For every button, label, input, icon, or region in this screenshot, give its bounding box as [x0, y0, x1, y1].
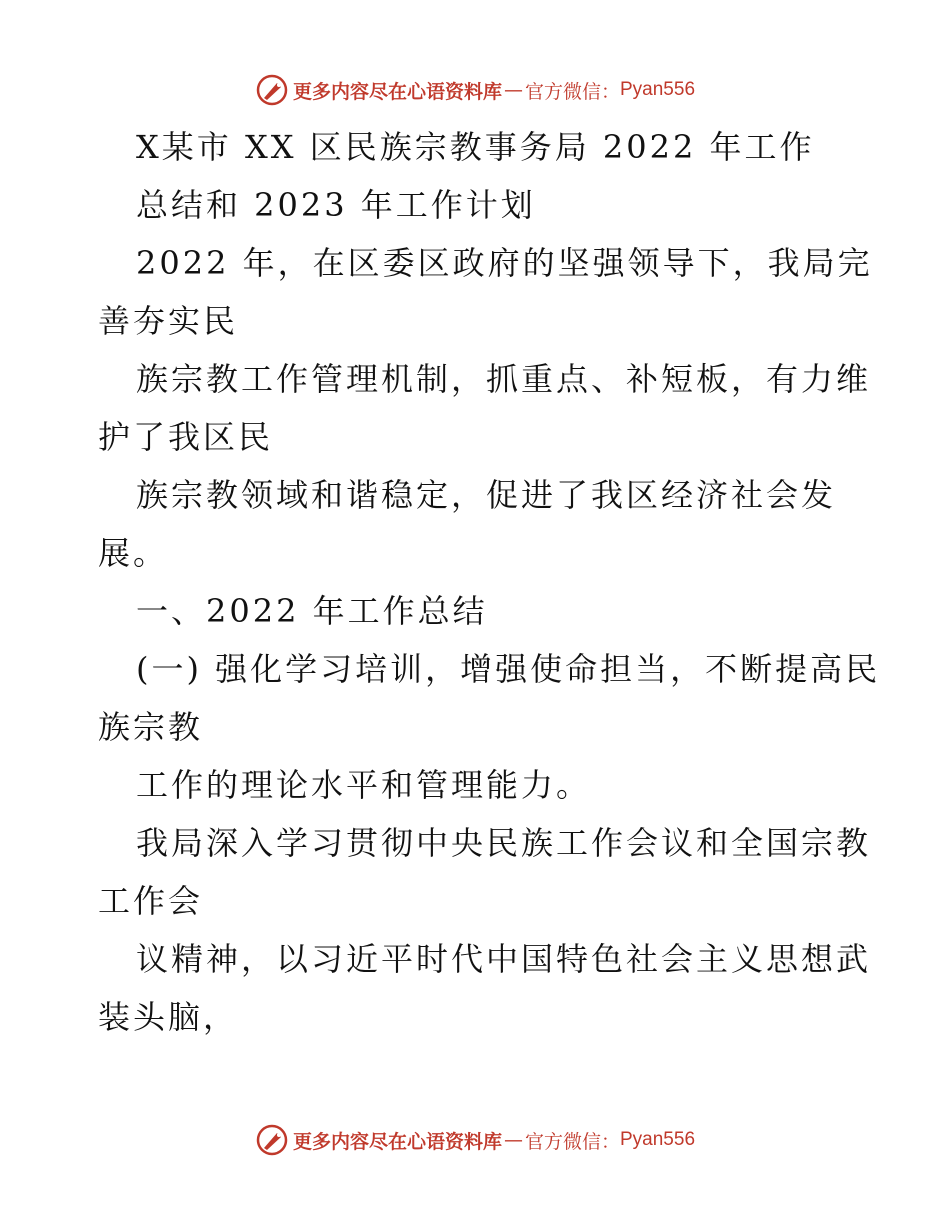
paragraph-line: 护了我区民 — [98, 418, 274, 456]
banner-separator: — — [503, 1129, 523, 1151]
banner-wechat-label: 官方微信： — [524, 80, 620, 103]
doc-title-line-2: 总结和 2023 年工作计划 — [136, 186, 536, 224]
paragraph-line: 装头脑， — [98, 998, 239, 1036]
banner-separator: — — [503, 79, 523, 101]
banner-wechat-id: Pyan556 — [620, 79, 696, 100]
pen-nib-icon — [255, 73, 289, 107]
paragraph-line: 我局深入学习贯彻中央民族工作会议和全国宗教 — [136, 824, 872, 862]
paragraph-line: 展。 — [98, 534, 169, 572]
subsection-heading-line: (一) 强化学习培训，增强使命担当，不断提高民 — [136, 650, 881, 688]
paragraph-line: 善夯实民 — [98, 302, 239, 340]
paragraph-line: 族宗教领域和谐稳定，促进了我区经济社会发 — [136, 476, 837, 514]
subsection-heading-line: 工作的理论水平和管理能力。 — [136, 766, 592, 804]
banner-main-text: 更多内容尽在心语资料库 — [292, 1130, 502, 1153]
header-banner — [0, 70, 950, 110]
paragraph-line: 工作会 — [98, 882, 204, 920]
footer-banner — [0, 1120, 950, 1160]
pen-nib-icon — [255, 1123, 289, 1157]
subsection-heading-line: 族宗教 — [98, 708, 204, 746]
paragraph-line: 议精神，以习近平时代中国特色社会主义思想武 — [136, 940, 872, 978]
banner-wechat-id: Pyan556 — [620, 1129, 696, 1150]
banner-wechat-label: 官方微信： — [524, 1130, 620, 1153]
paragraph-line: 族宗教工作管理机制，抓重点、补短板，有力维 — [136, 360, 872, 398]
banner-main-text: 更多内容尽在心语资料库 — [292, 80, 502, 103]
paragraph-line: 2022 年，在区委区政府的坚强领导下，我局完 — [136, 244, 873, 282]
doc-title-line-1: X某市 XX 区民族宗教事务局 2022 年工作 — [136, 128, 815, 166]
section-heading: 一、2022 年工作总结 — [136, 592, 488, 630]
